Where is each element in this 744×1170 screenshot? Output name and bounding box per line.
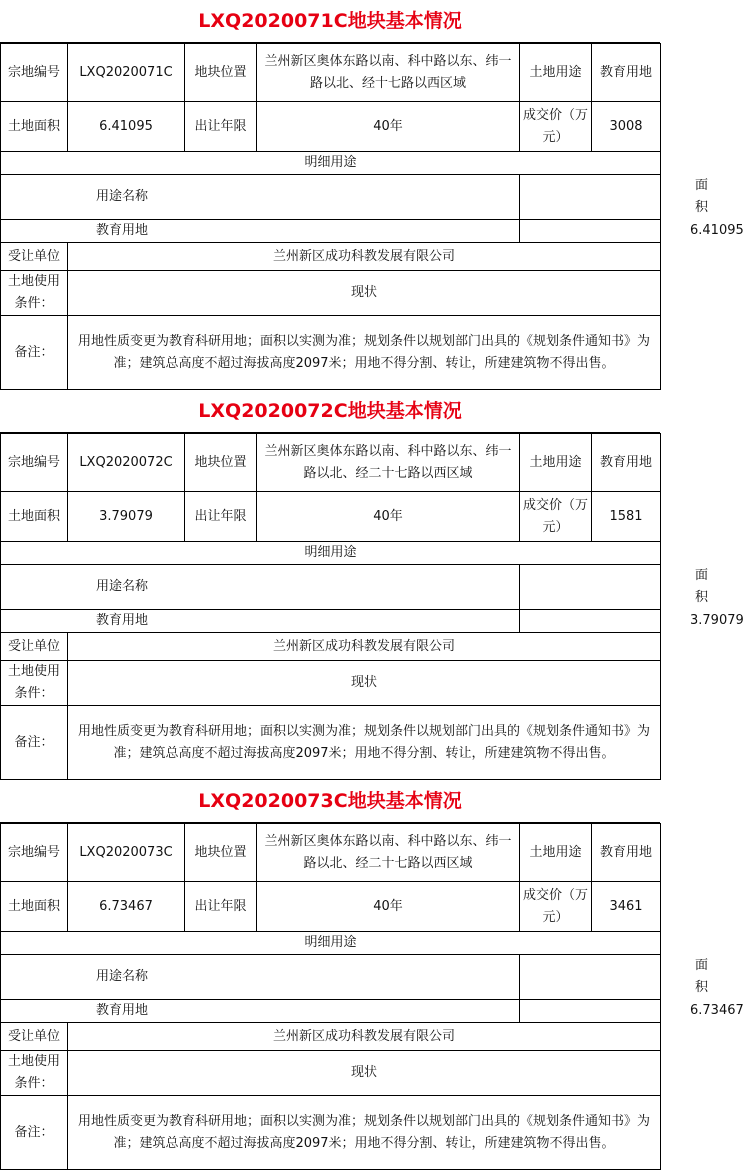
parcel-id: LXQ2020073C <box>68 824 185 882</box>
remark: 用地性质变更为教育科研用地；面积以实测为准；规划条件以规划部门出具的《规划条件通知书》为准；建筑总高度不超过海拔高度2097米；用地不得分割、转让，所建建筑物不得出售。 <box>68 316 661 390</box>
label-id: 宗地编号 <box>1 824 68 882</box>
label-use: 土地用途 <box>520 824 592 882</box>
parcel-term: 40年 <box>257 102 520 152</box>
label-remark: 备注： <box>1 1096 68 1170</box>
label-detail: 明细用途 <box>1 152 661 175</box>
row-detail-header <box>1 932 661 955</box>
parcel-use: 教育用地 <box>592 44 661 102</box>
label-remark: 备注： <box>1 706 68 780</box>
label-area: 土地面积 <box>1 492 68 542</box>
parcel-area: 6.73467 <box>68 882 185 932</box>
parcel-table <box>0 823 744 1170</box>
detail-area: 3.79079 <box>520 610 661 633</box>
condition: 现状 <box>68 661 661 706</box>
row-area <box>1 882 661 932</box>
label-condition: 土地使用条件： <box>1 661 68 706</box>
detail-use: 教育用地 <box>1 610 520 633</box>
label-term: 出让年限 <box>185 882 257 932</box>
label-condition: 土地使用条件： <box>1 271 68 316</box>
label-price: 成交价（万元） <box>520 102 592 152</box>
parcel-term: 40年 <box>257 492 520 542</box>
label-grantee: 受让单位 <box>1 1023 68 1051</box>
label-area: 土地面积 <box>1 102 68 152</box>
row-grantee <box>1 1023 661 1051</box>
parcel-location: 兰州新区奥体东路以南、科中路以东、纬一路以北、经十七路以西区域 <box>257 44 520 102</box>
label-detail: 明细用途 <box>1 542 661 565</box>
label-term: 出让年限 <box>185 492 257 542</box>
parcel-table <box>0 43 744 390</box>
row-detail-header <box>1 542 661 565</box>
parcel-title: LXQ2020071C地块基本情况 <box>0 0 660 43</box>
row-detail-values <box>1 220 661 243</box>
row-grantee <box>1 633 661 661</box>
row-remark <box>1 706 661 780</box>
remark: 用地性质变更为教育科研用地；面积以实测为准；规划条件以规划部门出具的《规划条件通知书》为准；建筑总高度不超过海拔高度2097米；用地不得分割、转让，所建建筑物不得出售。 <box>68 706 661 780</box>
parcel-title: LXQ2020073C地块基本情况 <box>0 780 660 823</box>
row-detail-values <box>1 610 661 633</box>
parcel-location: 兰州新区奥体东路以南、科中路以东、纬一路以北、经二十七路以西区域 <box>257 824 520 882</box>
grantee: 兰州新区成功科教发展有限公司 <box>68 243 661 271</box>
row-remark <box>1 316 661 390</box>
parcel-price: 1581 <box>592 492 661 542</box>
label-remark: 备注： <box>1 316 68 390</box>
label-price: 成交价（万元） <box>520 492 592 542</box>
row-id <box>1 434 661 492</box>
row-detail-cols <box>1 565 661 610</box>
label-use-name: 用途名称 <box>1 175 520 220</box>
parcel-use: 教育用地 <box>592 824 661 882</box>
parcel-area: 3.79079 <box>68 492 185 542</box>
label-price: 成交价（万元） <box>520 882 592 932</box>
row-detail-values <box>1 1000 661 1023</box>
detail-use: 教育用地 <box>1 1000 520 1023</box>
label-area-col: 面积 <box>520 565 661 610</box>
row-area <box>1 102 661 152</box>
condition: 现状 <box>68 271 661 316</box>
label-id: 宗地编号 <box>1 44 68 102</box>
row-condition <box>1 661 661 706</box>
row-remark <box>1 1096 661 1170</box>
label-use-name: 用途名称 <box>1 565 520 610</box>
label-location: 地块位置 <box>185 824 257 882</box>
label-location: 地块位置 <box>185 44 257 102</box>
row-condition <box>1 271 661 316</box>
parcel-use: 教育用地 <box>592 434 661 492</box>
parcel-table <box>0 433 744 780</box>
parcel-area: 6.41095 <box>68 102 185 152</box>
grantee: 兰州新区成功科教发展有限公司 <box>68 1023 661 1051</box>
remark: 用地性质变更为教育科研用地；面积以实测为准；规划条件以规划部门出具的《规划条件通知书》为准；建筑总高度不超过海拔高度2097米；用地不得分割、转让，所建建筑物不得出售。 <box>68 1096 661 1170</box>
label-grantee: 受让单位 <box>1 633 68 661</box>
parcel-price: 3008 <box>592 102 661 152</box>
label-area: 土地面积 <box>1 882 68 932</box>
row-grantee <box>1 243 661 271</box>
parcel-id: LXQ2020072C <box>68 434 185 492</box>
condition: 现状 <box>68 1051 661 1096</box>
label-term: 出让年限 <box>185 102 257 152</box>
parcel-id: LXQ2020071C <box>68 44 185 102</box>
detail-area: 6.73467 <box>520 1000 661 1023</box>
label-detail: 明细用途 <box>1 932 661 955</box>
grantee: 兰州新区成功科教发展有限公司 <box>68 633 661 661</box>
parcel-block <box>0 0 744 390</box>
label-grantee: 受让单位 <box>1 243 68 271</box>
row-id <box>1 44 661 102</box>
row-detail-cols <box>1 175 661 220</box>
parcel-title: LXQ2020072C地块基本情况 <box>0 390 660 433</box>
detail-use: 教育用地 <box>1 220 520 243</box>
detail-area: 6.41095 <box>520 220 661 243</box>
label-use: 土地用途 <box>520 44 592 102</box>
label-location: 地块位置 <box>185 434 257 492</box>
parcel-price: 3461 <box>592 882 661 932</box>
row-area <box>1 492 661 542</box>
label-use: 土地用途 <box>520 434 592 492</box>
parcel-block <box>0 780 744 1170</box>
row-detail-header <box>1 152 661 175</box>
label-area-col: 面积 <box>520 175 661 220</box>
parcel-term: 40年 <box>257 882 520 932</box>
label-id: 宗地编号 <box>1 434 68 492</box>
row-condition <box>1 1051 661 1096</box>
parcel-location: 兰州新区奥体东路以南、科中路以东、纬一路以北、经二十七路以西区域 <box>257 434 520 492</box>
row-detail-cols <box>1 955 661 1000</box>
row-id <box>1 824 661 882</box>
label-condition: 土地使用条件： <box>1 1051 68 1096</box>
label-use-name: 用途名称 <box>1 955 520 1000</box>
label-area-col: 面积 <box>520 955 661 1000</box>
parcel-block <box>0 390 744 780</box>
